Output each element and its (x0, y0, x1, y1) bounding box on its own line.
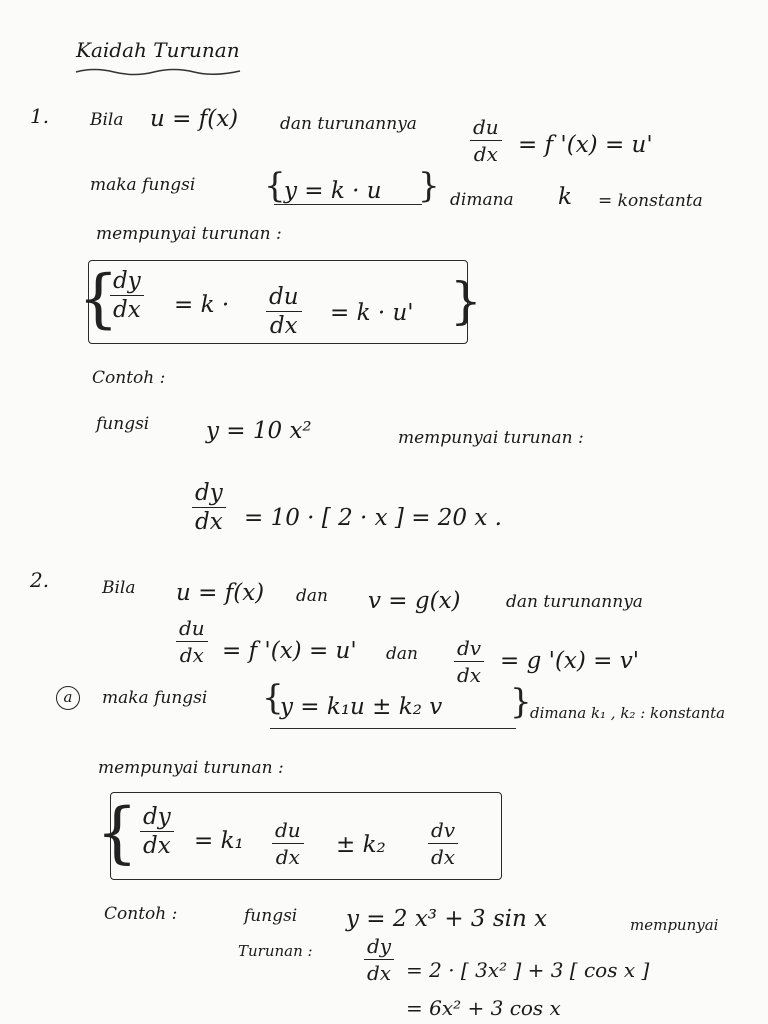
s2-mempunyai: mempunyai (630, 916, 719, 934)
s1-box-dx2: dx (269, 313, 298, 339)
s2-box-dy-dx (140, 804, 174, 859)
s2-box-eq-k1: = k₁ (194, 828, 244, 854)
s1-dimana: dimana (450, 190, 514, 210)
s1-fungsi: fungsi (96, 414, 150, 434)
s1-mempunyai-turunan: mempunyai turunan : (96, 224, 282, 244)
s2-left-brace: { (262, 678, 284, 718)
s1-y-eq-ku: y = k · u (284, 178, 382, 204)
s2-bila: Bila (102, 578, 136, 598)
s1-u-equation: u = f(x) (150, 106, 239, 132)
s2-mempunyai-turunan: mempunyai turunan : (98, 758, 284, 778)
s1-right-brace: } (418, 166, 440, 206)
s2-dx2: dx (457, 663, 482, 687)
s1-dan-turunannya: dan turunannya (280, 114, 417, 134)
s2-dan-turunannya: dan turunannya (506, 592, 643, 612)
s2-result-dy-dx (364, 934, 394, 985)
s2-box-left-brace: { (96, 794, 138, 871)
s1-maka-fungsi: maka fungsi (90, 175, 196, 195)
s2-right-brace: } (510, 682, 532, 722)
s2-box-dv: dv (428, 818, 458, 844)
s1-result-dx: dx (195, 509, 223, 535)
s2-contoh: Contoh : (104, 904, 178, 924)
s2-du: du (176, 616, 208, 642)
s1-func-underline (274, 204, 422, 205)
s1-result-dy: dy (192, 480, 226, 508)
s2-result-line-2: = 6x² + 3 cos x (406, 996, 561, 1020)
s2-label-a: a (56, 686, 80, 710)
s2-u-equation: u = f(x) (176, 580, 265, 606)
s2-box-du: du (272, 818, 304, 844)
s2-dimana: dimana k₁ , k₂ : konstanta (530, 704, 726, 722)
s2-v-prime: = g '(x) = v' (500, 648, 640, 674)
s1-box-dy-dx (110, 268, 144, 323)
s1-box-dy: dy (110, 268, 144, 296)
s1-contoh: Contoh : (92, 368, 166, 388)
s2-maka-fungsi: maka fungsi (102, 688, 208, 708)
s1-k: k (558, 184, 572, 210)
s1-box-eq-k: = k · (174, 292, 230, 318)
s2-result-line-1: = 2 · [ 3x² ] + 3 [ cos x ] (406, 958, 650, 982)
section-1-number: 1. (30, 104, 50, 128)
s1-konstanta: = konstanta (598, 191, 703, 211)
s1-result-equation: = 10 · [ 2 · x ] = 20 x . (244, 505, 502, 531)
s2-du-dx (176, 616, 208, 667)
s2-fungsi: fungsi (244, 906, 298, 926)
s2-y-equation: y = k₁u ± k₂ v (280, 694, 443, 720)
page-title: Kaidah Turunan (76, 38, 240, 62)
s1-box-dx: dx (113, 297, 141, 323)
s2-box-dx2: dx (275, 845, 300, 869)
s2-dan-2: dan (386, 644, 418, 664)
s2-dv-dx (454, 636, 484, 687)
s1-du: du (470, 115, 502, 141)
s2-u-prime: = f '(x) = u' (222, 638, 357, 664)
s1-bila: Bila (90, 110, 124, 130)
s2-box-dy: dy (140, 804, 174, 832)
s1-du-dx-fraction (470, 115, 502, 166)
title-underline (74, 64, 244, 78)
s2-dan: dan (296, 586, 328, 606)
s2-box-dx3: dx (431, 845, 456, 869)
s1-mempunyai-turunan-2: mempunyai turunan : (398, 428, 584, 448)
s1-left-brace: { (264, 166, 286, 206)
s2-box-dv-dx (428, 818, 458, 869)
s1-example-y: y = 10 x² (206, 418, 312, 444)
s1-fprime-equation: = f '(x) = u' (518, 132, 653, 158)
s2-dv: dv (454, 636, 484, 662)
s2-result-dy: dy (364, 934, 394, 960)
s2-result-dx: dx (367, 961, 392, 985)
s2-example-y: y = 2 x³ + 3 sin x (346, 906, 548, 932)
s1-box-du: du (266, 284, 302, 312)
s2-turunan: Turunan : (238, 942, 313, 960)
s1-dx: dx (473, 142, 498, 166)
section-2-number: 2. (30, 568, 50, 592)
s2-box-dx: dx (143, 833, 171, 859)
s2-v-equation: v = g(x) (368, 588, 461, 614)
s2-func-underline (270, 728, 516, 729)
s1-box-right-brace: } (450, 272, 482, 330)
s1-box-eq-ku: = k · u' (330, 300, 414, 326)
s2-dx: dx (179, 643, 204, 667)
s1-box-du-dx (266, 284, 302, 339)
s2-box-du-dx (272, 818, 304, 869)
s1-box-left-brace: { (78, 262, 119, 336)
s1-result-dy-dx (192, 480, 226, 535)
s2-box-pm-k2: ± k₂ (336, 832, 386, 858)
